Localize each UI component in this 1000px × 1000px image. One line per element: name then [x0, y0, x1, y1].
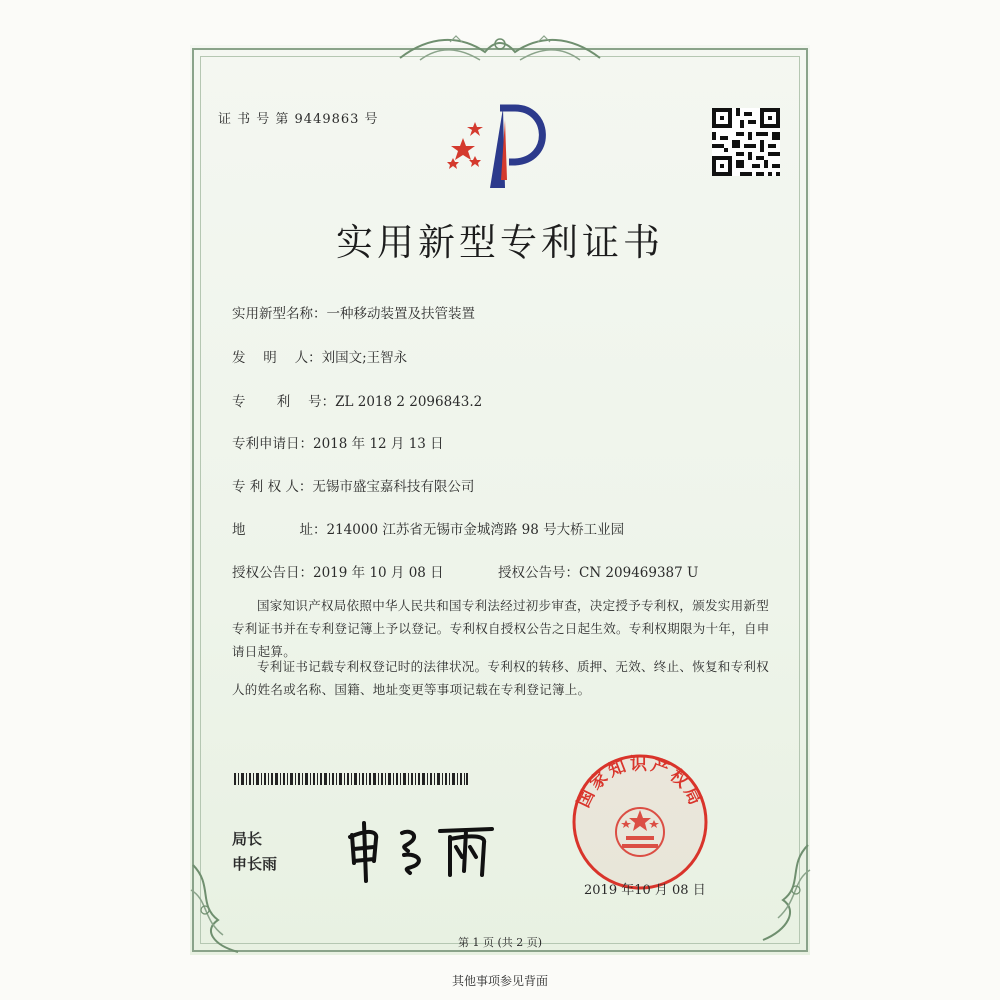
page-number: 第 1 页 (共 2 页) [457, 936, 543, 949]
barcode-icon [234, 773, 468, 785]
field-grant-date [232, 561, 444, 581]
handwritten-signature [340, 815, 510, 885]
qr-code-icon [712, 108, 780, 176]
seal-text: 国家知识产权局 [573, 754, 707, 811]
field-value: 2018 年 12 月 13 日 [313, 436, 444, 452]
footer-note: 其他事项参见背面 [451, 974, 548, 988]
field-value: 一种移动装置及扶管装置 [326, 306, 475, 322]
field-value: 无锡市盛宝嘉科技有限公司 [312, 479, 475, 495]
seal-date: 2019 年10 月 08 日 [584, 883, 706, 898]
field-label: 专 利 权 人： [232, 479, 313, 495]
field-label: 发 明 人： [232, 350, 322, 366]
field-label: 授权公告日： [232, 565, 313, 581]
official-seal [560, 752, 720, 892]
field-label: 地 址： [232, 522, 327, 538]
field-patent-number [232, 390, 482, 410]
field-patentee [232, 475, 474, 495]
certificate-paragraph-2: 专利证书记载专利权登记时的法律状况。专利权的转移、质押、无效、终止、恢复和专利权人的姓名或名称、国籍、地址变更等事项记载在专利登记簿上。 [232, 659, 770, 697]
field-value: 刘国文;王智永 [321, 350, 408, 366]
field-label: 实用新型名称： [232, 306, 327, 322]
field-application-date [232, 432, 444, 452]
signatory-name: 申长雨 [232, 855, 278, 873]
field-utility-model-name [232, 302, 475, 322]
field-value: ZL 2018 2 2096843.2 [335, 394, 483, 410]
field-label: 专利申请日： [232, 436, 313, 452]
field-address [232, 518, 624, 538]
field-inventors [232, 346, 407, 366]
field-label: 授权公告号： [498, 565, 579, 581]
certificate-paragraph-1: 国家知识产权局依照中华人民共和国专利法经过初步审查，决定授予专利权，颁发实用新型专利证书并在专利登记簿上予以登记。专利权自授权公告之日起生效。专利权期限为十年，自申请日起算。 [232, 598, 770, 659]
field-value: 214000 江苏省无锡市金城湾路 98 号大桥工业园 [326, 522, 625, 538]
field-value: CN 209469387 U [579, 565, 699, 581]
top-ornament [390, 30, 610, 70]
certificate-number: 证 书 号 第 9449863 号 [218, 112, 379, 127]
field-label: 专 利 号： [232, 394, 336, 410]
field-value: 2019 年 10 月 08 日 [313, 565, 444, 581]
field-grant-number [498, 561, 698, 581]
cnipa-logo-icon [445, 100, 555, 190]
certificate-title: 实用新型专利证书 [336, 221, 664, 264]
signatory-role: 局长 [232, 830, 263, 848]
